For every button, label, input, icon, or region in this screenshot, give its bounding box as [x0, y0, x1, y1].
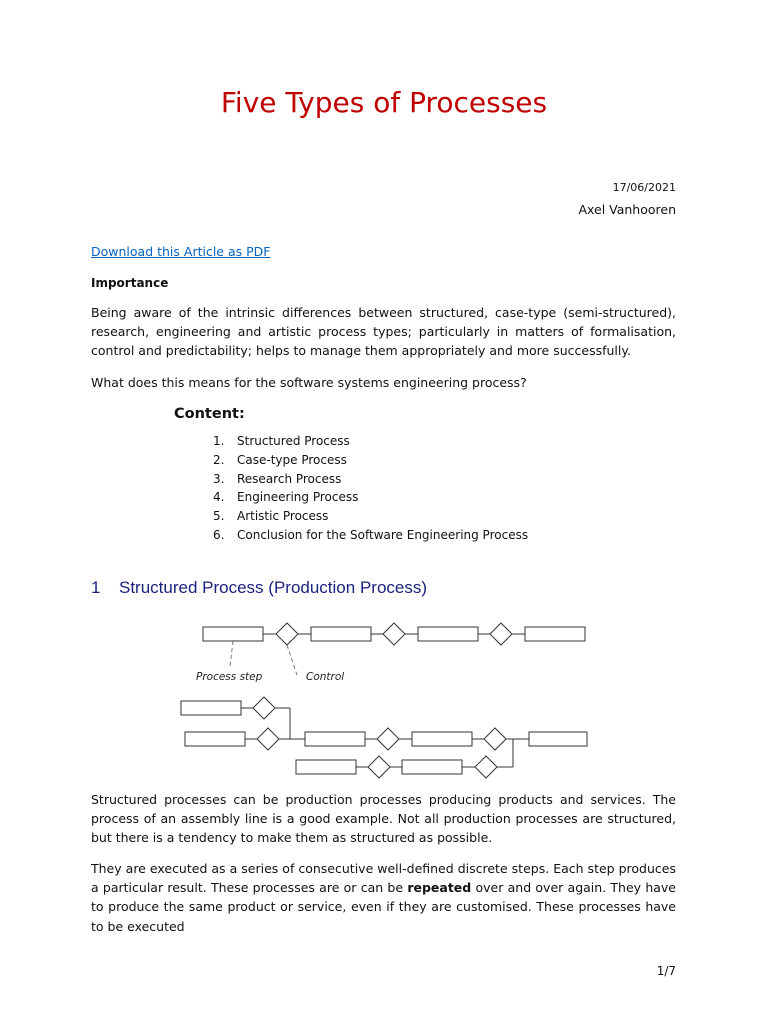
process-step-box — [402, 760, 462, 774]
control-diamond — [475, 756, 497, 778]
toc-number: 3. — [213, 471, 225, 486]
process-step-box — [529, 732, 587, 746]
toc-item[interactable] — [213, 526, 528, 545]
paragraph-text: They are executed as a series of consecutive well-defined discrete steps. Each step produces a particular result. These processes are or can be — [91, 861, 676, 896]
structured-process-diagram — [175, 615, 595, 785]
process-step-box — [203, 627, 263, 641]
control-diamond — [490, 623, 512, 645]
control-diamond — [257, 728, 279, 750]
toc-number: 1. — [213, 434, 225, 448]
document-date: 17/06/2021 — [612, 181, 676, 194]
process-step-box — [311, 627, 371, 641]
toc-number: 2. — [213, 452, 225, 467]
process-step-box — [296, 760, 356, 774]
toc-label: Case-type Process — [237, 452, 347, 467]
process-step-box — [412, 732, 472, 746]
process-step-box — [525, 627, 585, 641]
control-diamond — [383, 623, 405, 645]
control-diamond — [253, 697, 275, 719]
toc-label: Engineering Process — [237, 490, 359, 505]
document-author: Axel Vanhooren — [578, 202, 676, 217]
process-step-box — [305, 732, 365, 746]
toc-item[interactable] — [213, 451, 528, 470]
toc-item[interactable] — [213, 488, 528, 507]
page-number: 1/7 — [656, 964, 676, 978]
control-diamond — [377, 728, 399, 750]
toc-label: Artistic Process — [237, 509, 329, 524]
process-step-label: Process step — [196, 671, 263, 683]
process-step-box — [418, 627, 478, 641]
section-number: 1 — [91, 578, 101, 597]
process-step-box — [185, 732, 245, 746]
toc-label: Conclusion for the Software Engineering Process — [237, 527, 529, 542]
callout-line — [230, 641, 233, 667]
control-label: Control — [306, 671, 345, 683]
toc-number: 5. — [213, 509, 225, 524]
toc-label: Research Process — [237, 471, 342, 486]
body-paragraph: Structured processes can be production processes producing products and services. The process of an assembly line is a good example. Not all production processes are structured, but there is a tendency to make them as structured as possible. — [91, 792, 676, 846]
paragraph-text: over and over again. They have to produce the same product or service, even if they are customised. These processes have to be executed — [91, 880, 677, 934]
toc-item[interactable] — [213, 470, 528, 489]
toc-item[interactable] — [213, 432, 528, 451]
emphasis-text: repeated — [407, 880, 472, 896]
document-title: Five Types of Processes — [220, 86, 548, 119]
section-title: Structured Process (Production Process) — [119, 578, 428, 597]
importance-heading: Importance — [91, 276, 169, 290]
question-paragraph: What does this means for the software systems engineering process? — [91, 375, 527, 390]
download-pdf-link[interactable]: Download this Article as PDF — [91, 244, 271, 259]
table-of-contents — [213, 432, 528, 545]
toc-number: 4. — [213, 490, 225, 505]
control-diamond — [484, 728, 506, 750]
toc-label: Structured Process — [237, 434, 350, 448]
body-paragraph — [91, 859, 676, 936]
importance-paragraph: Being aware of the intrinsic differences between structured, case-type (semi-structured), research, engineering and artistic process types; particularly in matters of formalisation, control and predictability; helps to manage them appropriately and more successfully. — [91, 305, 676, 359]
control-diamond — [368, 756, 390, 778]
content-heading: Content: — [174, 406, 245, 422]
callout-line — [287, 645, 297, 675]
section-heading — [91, 578, 427, 598]
control-diamond — [276, 623, 298, 645]
toc-item[interactable] — [213, 507, 528, 526]
process-step-box — [181, 701, 241, 715]
toc-number: 6. — [213, 527, 225, 542]
